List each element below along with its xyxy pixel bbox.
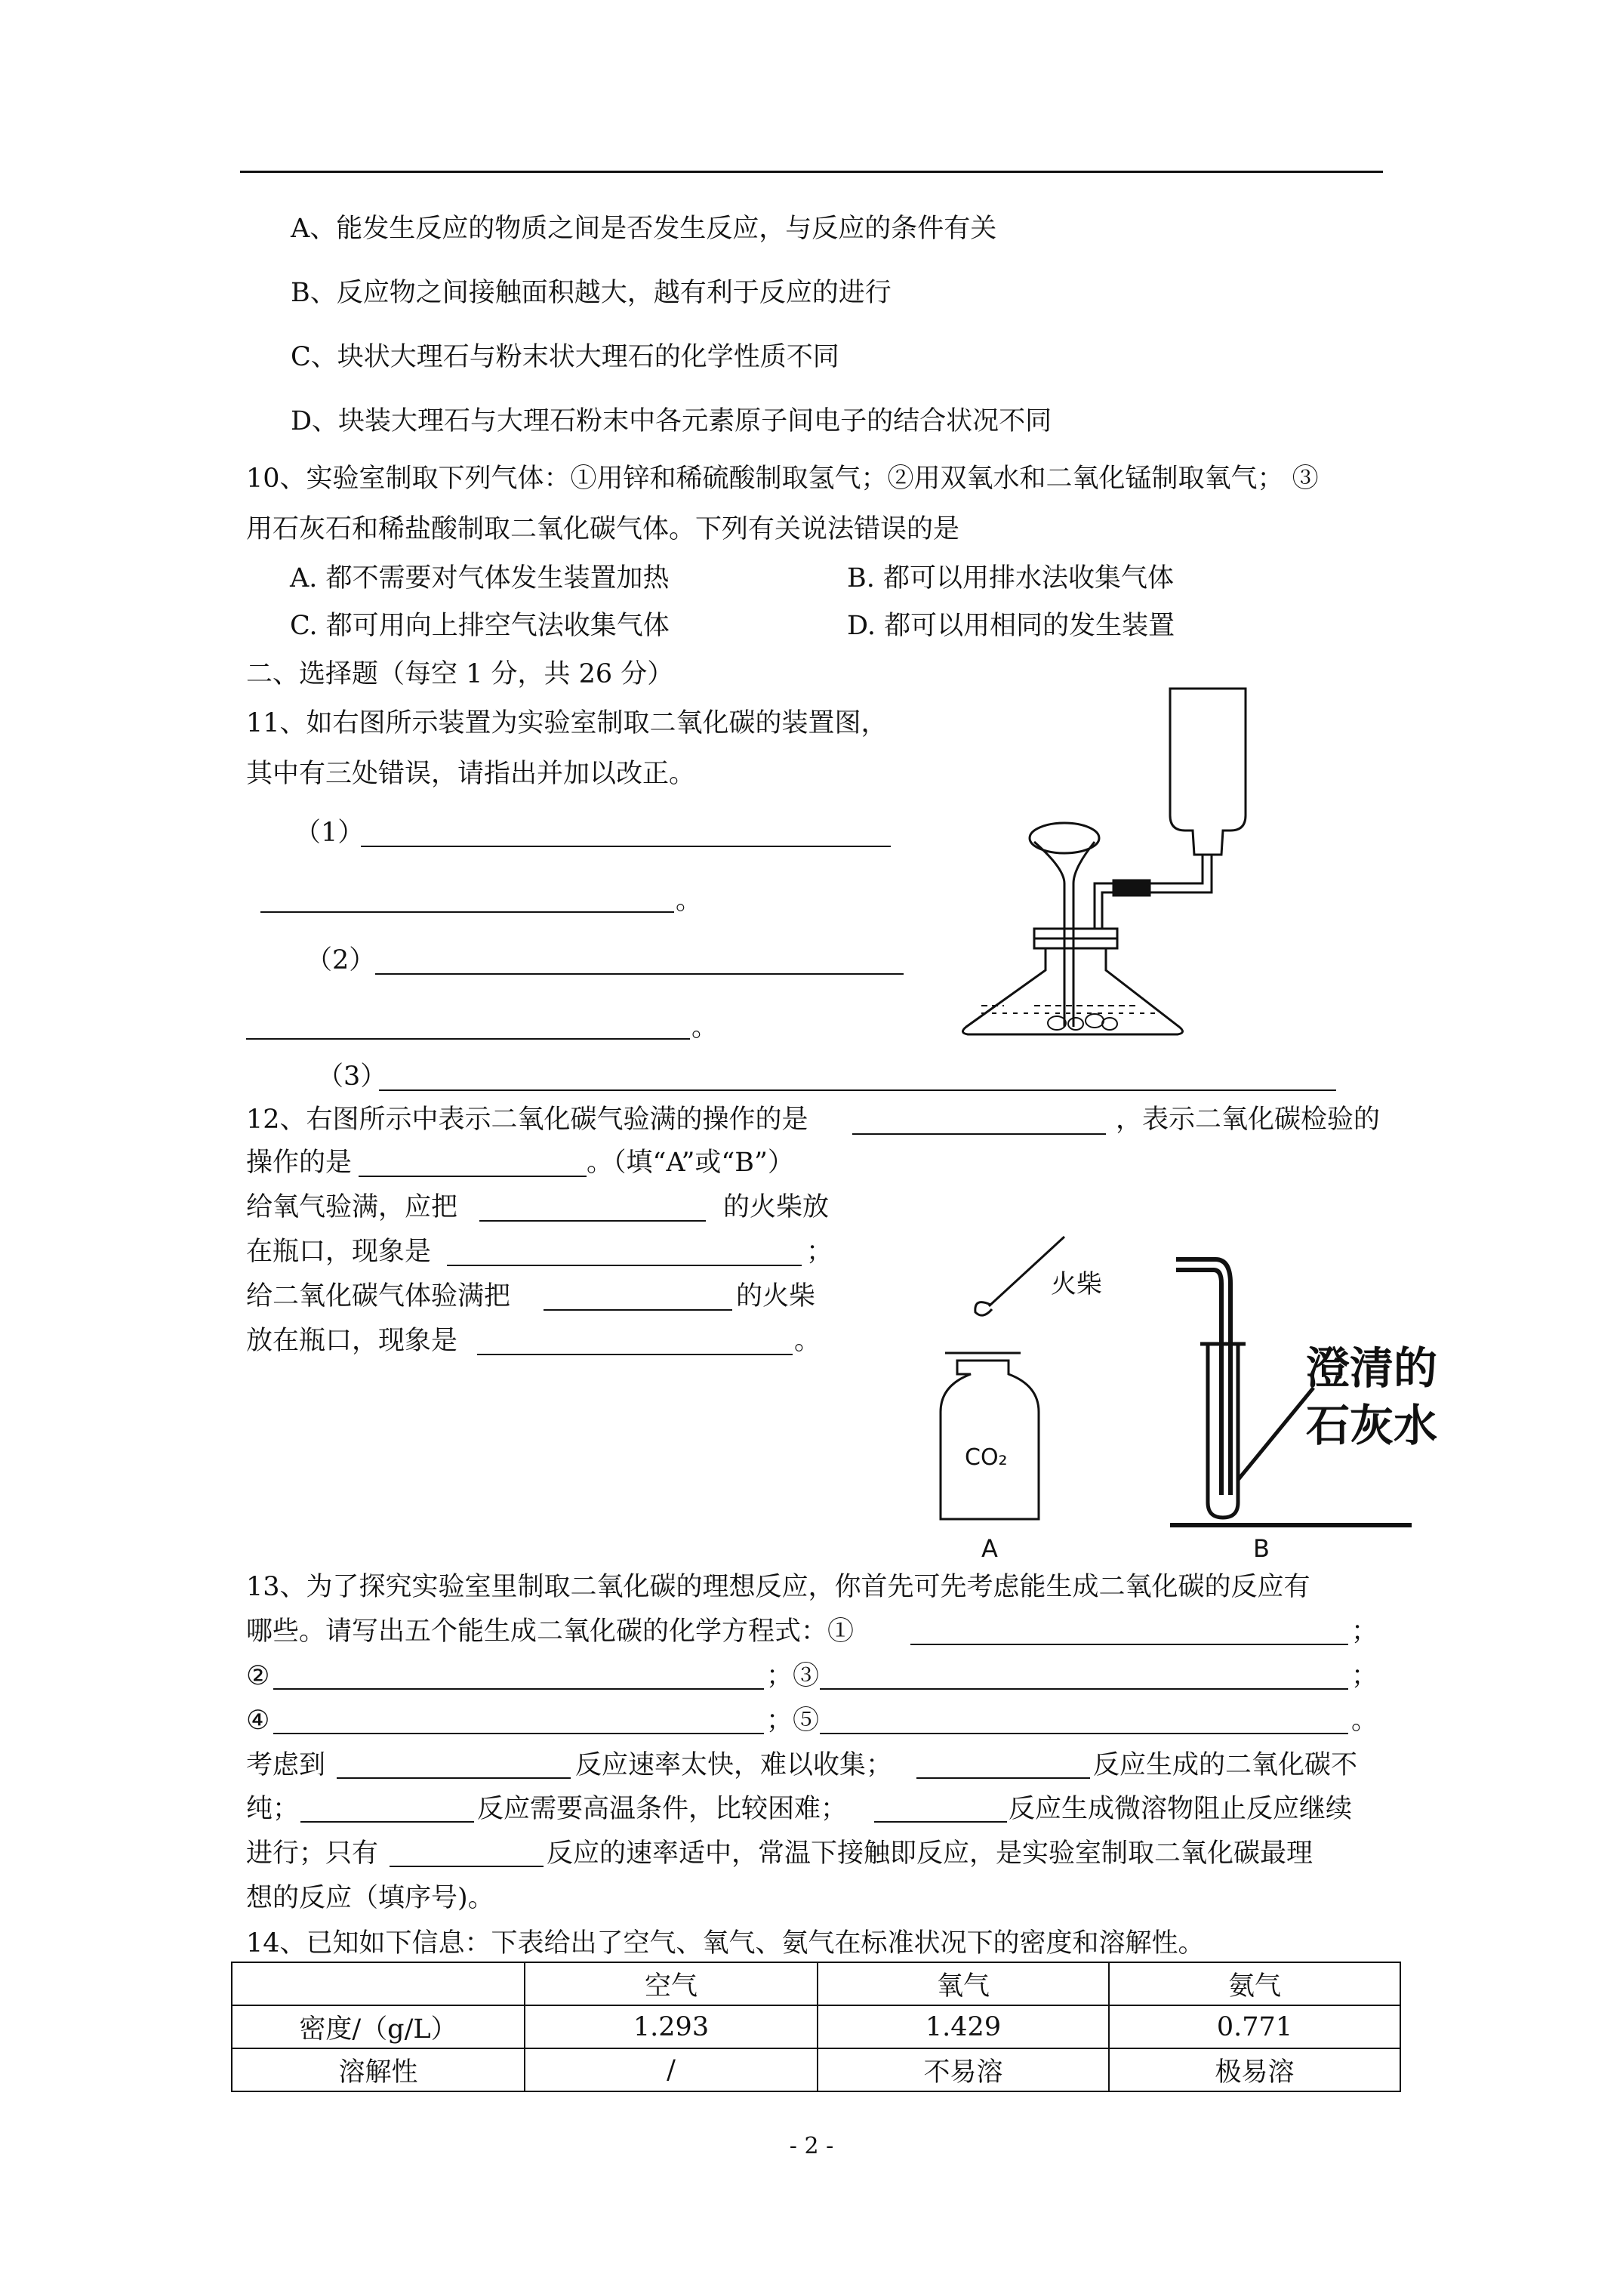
q11-line-1: 11、如右图所示装置为实验室制取二氧化碳的装置图， (246, 708, 888, 738)
q12-line-6b: 。 (794, 1326, 821, 1356)
pointer-line (1238, 1388, 1313, 1480)
q12-blank-5[interactable] (544, 1309, 732, 1311)
q12-line-3a: 给氧气验满，应把 (246, 1192, 458, 1222)
q12-line-1b: ，表示二氧化碳检验的 (1116, 1105, 1381, 1135)
q13-line-6c: 反应生成微溶物阻止反应继续 (1009, 1794, 1353, 1824)
q12-blank-3[interactable] (479, 1220, 706, 1222)
q10-option-b: B. 都可以用排水法收集气体 (847, 563, 1174, 593)
q13-blank-hightemp[interactable] (300, 1821, 474, 1823)
q10-option-d: D. 都可以用相同的发生装置 (847, 611, 1175, 641)
q11-blank-2-end: 。 (691, 1012, 719, 1043)
flask-liquid (981, 1006, 1163, 1030)
q11-blank-3-line[interactable] (379, 1089, 1336, 1091)
q12-blank-4[interactable] (447, 1265, 802, 1266)
figure-a-label: A (981, 1534, 998, 1563)
q13-num-3: ；③ (766, 1661, 820, 1691)
q10-option-a: A. 都不需要对气体发生装置加热 (290, 563, 670, 593)
q12-line-5a: 给二氧化碳气体验满把 (246, 1281, 511, 1311)
q12-line-1a: 12、右图所示中表示二氧化碳气验满的操作的是 (246, 1105, 808, 1135)
q11-blank-2-label: （2） (306, 945, 376, 975)
q13-line-2a: 哪些。请写出五个能生成二氧化碳的化学方程式：① (246, 1616, 855, 1647)
q13-num-2: ② (246, 1661, 270, 1691)
q9-option-c: C、块状大理石与粉末状大理石的化学性质不同 (291, 342, 839, 372)
q13-line-8: 想的反应（填序号)。 (246, 1883, 494, 1913)
q9-option-d: D、块装大理石与大理石粉末中各元素原子间电子的结合状况不同 (291, 406, 1052, 436)
q11-blank-2-line-a[interactable] (375, 973, 904, 975)
gas-jar (941, 1353, 1039, 1519)
table-header-cell: 空气 (525, 1962, 818, 2005)
q13-semi-3: ； (1351, 1661, 1378, 1691)
q13-line-7a: 进行；只有 (246, 1838, 379, 1869)
table-header-cell: 氧气 (818, 1962, 1109, 2005)
rubber-stopper (1034, 929, 1117, 948)
table-cell: 1.293 (525, 2005, 818, 2048)
q12-line-5b: 的火柴 (736, 1281, 816, 1311)
q12-line-4a: 在瓶口，现象是 (246, 1237, 432, 1267)
table-cell: 溶解性 (232, 2048, 525, 2091)
q13-period: 。 (1351, 1706, 1378, 1736)
match-label: 火柴 (1051, 1269, 1102, 1299)
q10-line-1: 10、实验室制取下列气体：①用锌和稀硫酸制取氢气；②用双氧水和二氧化锰制取氧气； ③ (246, 464, 1319, 494)
q13-line-7b: 反应的速率适中，常温下接触即反应，是实验室制取二氧化碳最理 (547, 1838, 1313, 1869)
table-cell: 极易溶 (1109, 2048, 1400, 2091)
q13-blank-slightly-soluble[interactable] (874, 1821, 1007, 1823)
limewater-label-1: 澄清的 (1306, 1342, 1438, 1394)
figure-b-limewater (1170, 1253, 1487, 1563)
q13-blank-eq3[interactable] (820, 1688, 1348, 1690)
q9-option-b: B、反应物之间接触面积越大，越有利于反应的进行 (291, 278, 892, 308)
q13-line-6a: 纯； (246, 1794, 300, 1824)
figure-b-label: B (1253, 1534, 1270, 1563)
limewater-label-2: 石灰水 (1306, 1400, 1438, 1451)
table-cell: 1.429 (818, 2005, 1109, 2048)
q13-line-6b: 反应需要高温条件，比较困难； (477, 1794, 848, 1824)
q11-blank-1-line-a[interactable] (361, 846, 891, 847)
page-number: - 2 - (789, 2133, 834, 2159)
q14-line-1: 14、已知如下信息：下表给出了空气、氧气、氨气在标准状况下的密度和溶解性。 (246, 1928, 1205, 1959)
tube-stand (1176, 1259, 1230, 1495)
table-cell: 密度/（g/L） (232, 2005, 525, 2048)
q13-line-1: 13、为了探究实验室里制取二氧化碳的理想反应，你首先可先考虑能生成二氧化碳的反应有 (246, 1572, 1310, 1602)
delivery-tube (1095, 855, 1212, 929)
table-row (232, 2048, 1400, 2091)
q13-num-4: ④ (246, 1706, 270, 1736)
q13-line-5a: 考虑到 (246, 1750, 326, 1780)
table-header-cell: 氨气 (1109, 1962, 1400, 2005)
q12-line-2b: 。（填“A”或“B”） (587, 1148, 794, 1178)
q12-line-6a: 放在瓶口，现象是 (246, 1326, 458, 1356)
co2-label: CO₂ (965, 1444, 1008, 1471)
q12-line-2a: 操作的是 (246, 1148, 353, 1178)
table-cell: 不易溶 (818, 2048, 1109, 2091)
q11-blank-1-label: （1） (294, 818, 365, 848)
q12-blank-1[interactable] (852, 1133, 1106, 1135)
table-header-row (232, 1962, 1400, 2005)
q10-line-2: 用石灰石和稀盐酸制取二氧化碳气体。下列有关说法错误的是 (246, 514, 960, 544)
q11-blank-1-end: 。 (676, 886, 703, 916)
table-cell: 0.771 (1109, 2005, 1400, 2048)
q11-blank-1-line-b[interactable] (260, 911, 674, 913)
q12-blank-2[interactable] (359, 1176, 587, 1177)
q13-line-5b: 反应速率太快，难以收集； (575, 1750, 893, 1780)
q12-line-3b: 的火柴放 (723, 1192, 830, 1222)
gas-properties-table (231, 1962, 1401, 2092)
q11-line-2: 其中有三处错误，请指出并加以改正。 (246, 759, 696, 789)
q12-line-4b: ； (806, 1237, 833, 1267)
table-cell: / (525, 2048, 818, 2091)
q13-blank-ideal[interactable] (390, 1866, 544, 1867)
figure-a-gas-jar (929, 1231, 1125, 1563)
q13-blank-eq1[interactable] (910, 1644, 1348, 1645)
q13-semi-1: ； (1351, 1616, 1378, 1647)
collection-bottle (1170, 689, 1246, 855)
q13-blank-fast[interactable] (337, 1777, 571, 1779)
q13-num-5: ；⑤ (766, 1706, 820, 1736)
q13-blank-eq2[interactable] (273, 1688, 764, 1690)
q9-option-a: A、能发生反应的物质之间是否发生反应，与反应的条件有关 (291, 214, 997, 244)
q13-line-5c: 反应生成的二氧化碳不 (1093, 1750, 1358, 1780)
thistle-funnel (1030, 823, 1099, 1027)
q10-option-c: C. 都可用向上排空气法收集气体 (290, 611, 670, 641)
q13-blank-eq5[interactable] (820, 1733, 1348, 1734)
q11-blank-2-line-b[interactable] (246, 1038, 690, 1040)
q13-blank-impure[interactable] (916, 1777, 1090, 1779)
section-2-heading: 二、选择题（每空 1 分，共 26 分） (246, 659, 674, 689)
table-row (232, 2005, 1400, 2048)
co2-apparatus-figure (951, 680, 1268, 1042)
table-header-cell (232, 1962, 525, 2005)
q12-blank-6[interactable] (477, 1354, 793, 1355)
header-rule (240, 171, 1383, 173)
q11-blank-3-label: （3） (317, 1062, 387, 1092)
q13-blank-eq4[interactable] (273, 1733, 764, 1734)
